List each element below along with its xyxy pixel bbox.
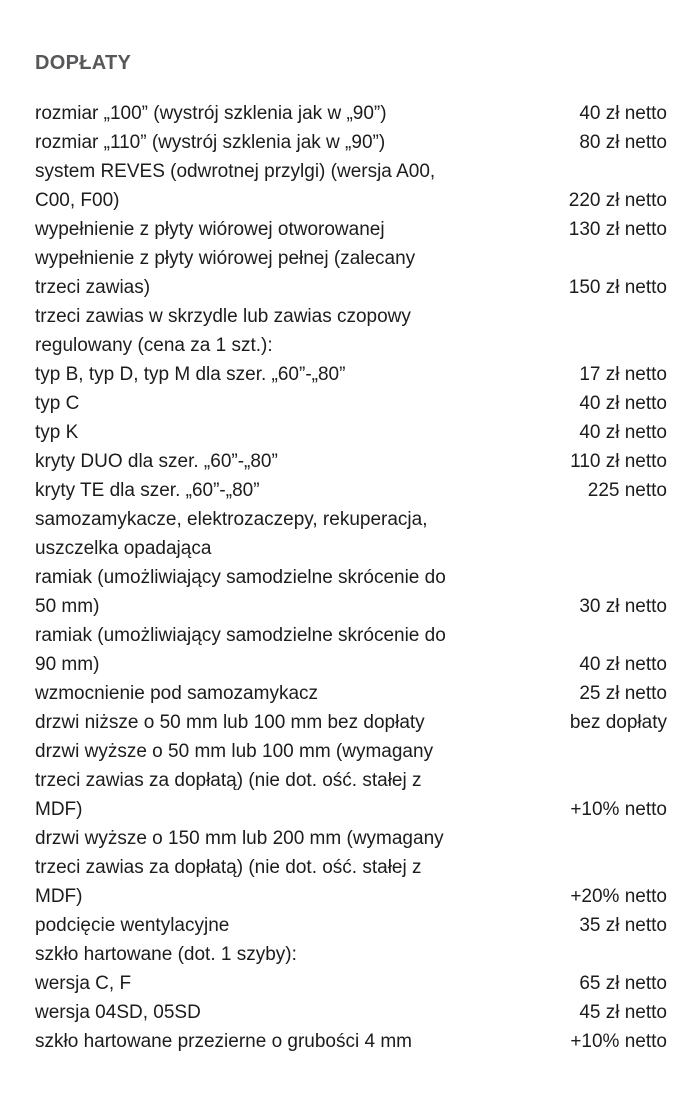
table-row — [35, 418, 667, 447]
row-price: 45 zł netto — [579, 1002, 667, 1023]
description-line: system REVES (odwrotnej przylgi) (wersja A00, — [35, 161, 436, 182]
row-price: 40 zł netto — [579, 103, 667, 124]
row-description — [35, 215, 527, 244]
table-row — [35, 447, 667, 476]
table-row — [35, 940, 667, 969]
row-price: 25 zł netto — [579, 683, 667, 704]
table-row — [35, 708, 667, 737]
description-line: C00, F00) — [35, 190, 120, 211]
description-line: wersja 04SD, 05SD — [35, 1002, 201, 1023]
description-line: rozmiar „100” (wystrój szklenia jak w „90”) — [35, 103, 387, 124]
row-price: 150 zł netto — [568, 277, 667, 298]
description-line: 90 mm) — [35, 654, 100, 675]
description-line: kryty DUO dla szer. „60”-„80” — [35, 451, 278, 472]
row-price: 220 zł netto — [568, 190, 667, 211]
row-description — [35, 969, 527, 998]
table-row — [35, 99, 667, 128]
table-row — [35, 998, 667, 1027]
description-line: uszczelka opadająca — [35, 538, 212, 559]
row-description — [35, 911, 527, 940]
row-price: 40 zł netto — [579, 654, 667, 675]
table-row — [35, 824, 667, 911]
table-row — [35, 969, 667, 998]
table-row — [35, 360, 667, 389]
table-row — [35, 505, 667, 563]
table-row — [35, 621, 667, 679]
row-description — [35, 360, 527, 389]
row-description — [35, 563, 527, 621]
row-description — [35, 621, 527, 679]
row-description — [35, 505, 527, 563]
description-line: wypełnienie z płyty wiórowej otworowanej — [35, 219, 385, 240]
row-price: 110 zł netto — [570, 451, 667, 472]
table-row — [35, 1027, 667, 1056]
row-description — [35, 302, 527, 360]
table-row — [35, 215, 667, 244]
row-description — [35, 244, 527, 302]
row-description — [35, 128, 527, 157]
description-line: 50 mm) — [35, 596, 100, 617]
page-title: DOPŁATY — [35, 52, 132, 74]
row-price: 225 netto — [587, 480, 667, 501]
description-line: kryty TE dla szer. „60”-„80” — [35, 480, 260, 501]
description-line: typ K — [35, 422, 79, 443]
table-row — [35, 244, 667, 302]
table-row — [35, 476, 667, 505]
description-line: drzwi wyższe o 150 mm lub 200 mm (wymagany — [35, 828, 444, 849]
description-line: drzwi niższe o 50 mm lub 100 mm bez dopłaty — [35, 712, 425, 733]
row-description — [35, 389, 527, 418]
description-line: podcięcie wentylacyjne — [35, 915, 230, 936]
row-description — [35, 447, 527, 476]
description-line: wypełnienie z płyty wiórowej pełnej (zalecany — [35, 248, 416, 269]
description-line: samozamykacze, elektrozaczepy, rekuperacja, — [35, 509, 428, 530]
row-price: +10% netto — [570, 1031, 667, 1052]
row-price: +10% netto — [570, 799, 667, 820]
description-line: szkło hartowane przezierne o grubości 4 mm — [35, 1031, 413, 1052]
description-line: regulowany (cena za 1 szt.): — [35, 335, 273, 356]
description-line: trzeci zawias za dopłatą) (nie dot. ość. stałej z — [35, 857, 422, 878]
row-price: 80 zł netto — [579, 132, 667, 153]
surcharge-table — [35, 99, 667, 1056]
description-line: MDF) — [35, 799, 83, 820]
row-description — [35, 476, 527, 505]
row-price: 40 zł netto — [579, 422, 667, 443]
description-line: drzwi wyższe o 50 mm lub 100 mm (wymagany — [35, 741, 434, 762]
table-row — [35, 737, 667, 824]
row-price: 35 zł netto — [579, 915, 667, 936]
row-description — [35, 99, 527, 128]
table-row — [35, 679, 667, 708]
description-line: trzeci zawias za dopłatą) (nie dot. ość. stałej z — [35, 770, 422, 791]
row-price: 40 zł netto — [579, 393, 667, 414]
row-price: 65 zł netto — [579, 973, 667, 994]
table-row — [35, 911, 667, 940]
row-price: 17 zł netto — [579, 364, 667, 385]
description-line: wzmocnienie pod samozamykacz — [35, 683, 319, 704]
row-description — [35, 708, 527, 737]
row-description — [35, 157, 527, 215]
description-line: typ B, typ D, typ M dla szer. „60”-„80” — [35, 364, 346, 385]
description-line: szkło hartowane (dot. 1 szyby): — [35, 944, 297, 965]
row-description — [35, 824, 527, 911]
row-price: 30 zł netto — [579, 596, 667, 617]
row-price: 130 zł netto — [568, 219, 667, 240]
description-line: ramiak (umożliwiający samodzielne skrócenie do — [35, 567, 446, 588]
row-description — [35, 1027, 527, 1056]
row-description — [35, 418, 527, 447]
table-row — [35, 389, 667, 418]
description-line: MDF) — [35, 886, 83, 907]
description-line: ramiak (umożliwiający samodzielne skrócenie do — [35, 625, 446, 646]
row-description — [35, 679, 527, 708]
row-description — [35, 940, 527, 969]
row-price: +20% netto — [570, 886, 667, 907]
table-row — [35, 157, 667, 215]
description-line: trzeci zawias w skrzydle lub zawias czopowy — [35, 306, 411, 327]
description-line: trzeci zawias) — [35, 277, 151, 298]
description-line: wersja C, F — [35, 973, 132, 994]
row-price: bez dopłaty — [569, 712, 667, 733]
table-row — [35, 563, 667, 621]
row-description — [35, 998, 527, 1027]
description-line: rozmiar „110” (wystrój szklenia jak w „90”) — [35, 132, 386, 153]
table-row — [35, 128, 667, 157]
description-line: typ C — [35, 393, 80, 414]
table-row — [35, 302, 667, 360]
row-description — [35, 737, 527, 824]
